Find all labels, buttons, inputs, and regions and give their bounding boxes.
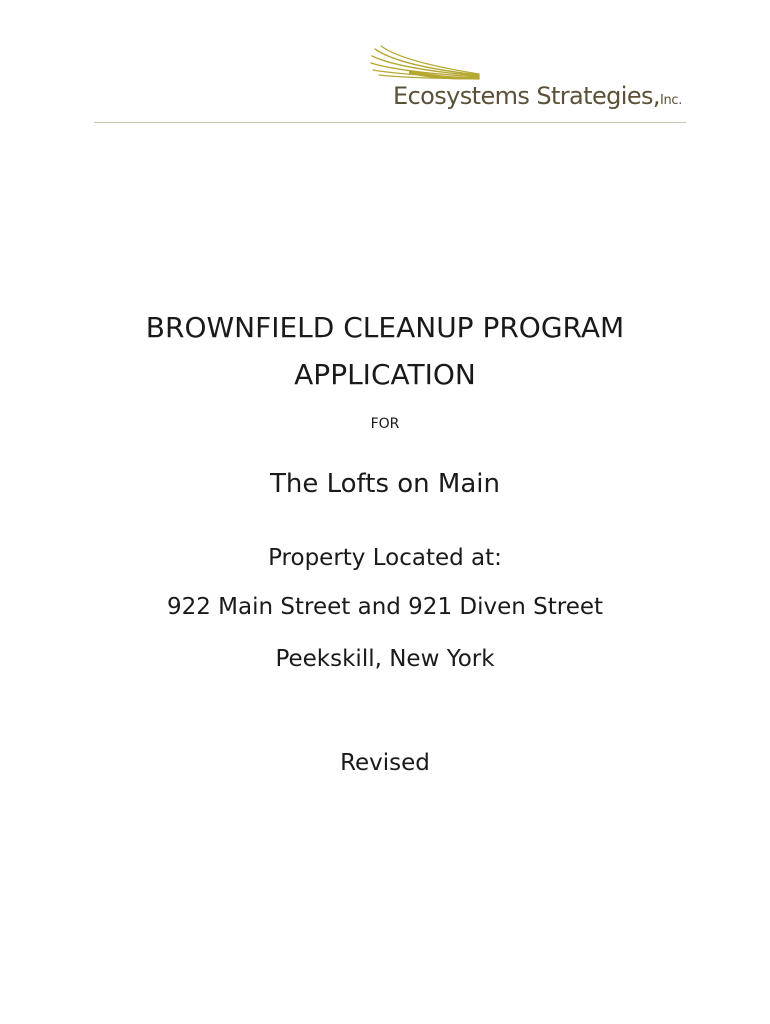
- company-name: [393, 82, 682, 110]
- property-city: Peekskill, New York: [275, 646, 495, 672]
- document-title-line2: APPLICATION: [294, 358, 476, 391]
- project-name: The Lofts on Main: [270, 469, 500, 499]
- company-name-suffix: Inc.: [659, 93, 683, 108]
- document-title-line1: BROWNFIELD CLEANUP PROGRAM: [145, 311, 625, 344]
- header-divider: [94, 122, 686, 123]
- company-logo: [369, 44, 689, 124]
- company-name-main: Ecosystems Strategies,: [393, 82, 660, 110]
- revision-status: Revised: [340, 750, 430, 776]
- property-address: 922 Main Street and 921 Diven Street: [166, 594, 604, 620]
- page-header: [94, 0, 686, 124]
- for-label: FOR: [370, 416, 400, 432]
- property-located-label: Property Located at:: [268, 545, 502, 571]
